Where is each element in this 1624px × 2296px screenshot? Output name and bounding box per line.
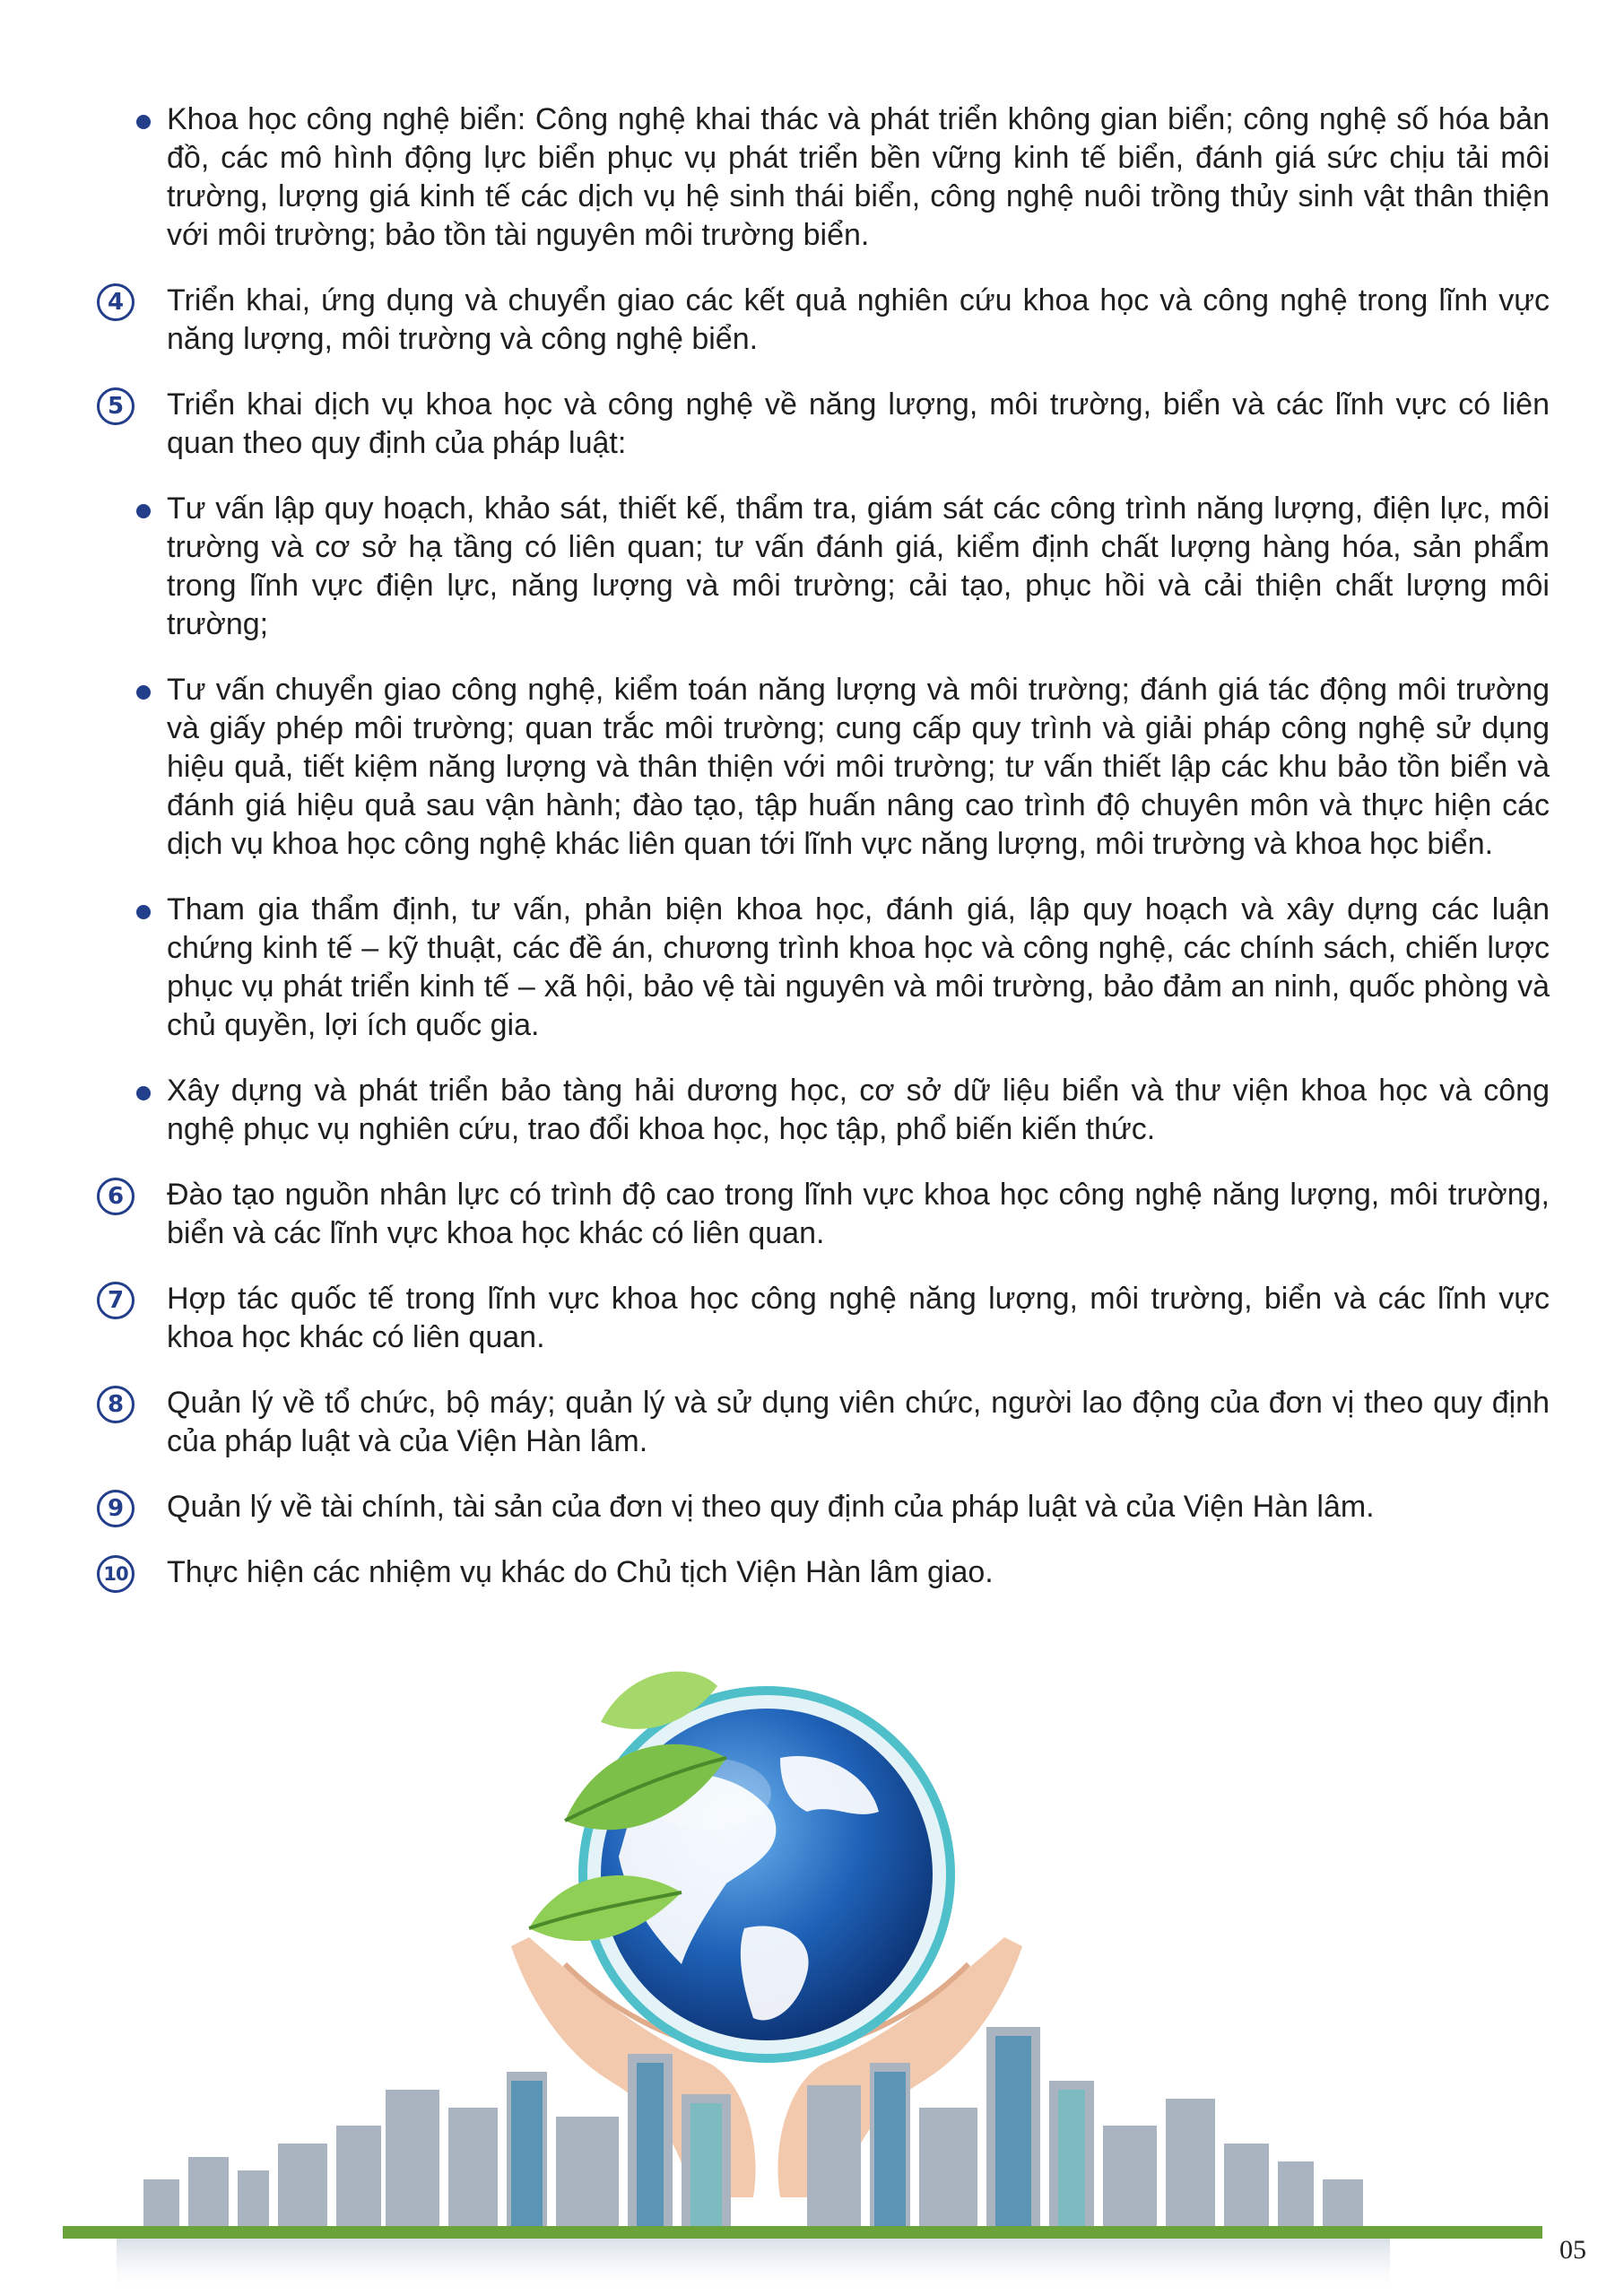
number-badge-icon: 7 [97,1282,135,1319]
number-badge-icon: 10 [97,1555,135,1593]
item-text: Hợp tác quốc tế trong lĩnh vực khoa học công nghệ năng lượng, môi trường, biển và các lĩnh vực khoa học khác có liên quan. [167,1282,1550,1354]
item-text: Xây dựng và phát triển bảo tàng hải dương học, cơ sở dữ liệu biển và thư viện khoa học và công nghệ phục vụ nghiên cứu, trao đổi khoa học, học tập, phổ biến kiến thức. [167,1074,1550,1146]
numbered-item-6 [97,1176,1550,1253]
item-text: Tư vấn chuyển giao công nghệ, kiểm toán năng lượng và môi trường; đánh giá tác động môi trường và giấy phép môi trường; quan trắc môi trường; cung cấp quy trình và giải pháp công nghệ sử dụng hiệu quả, tiết kiệm năng lượng và thân thiện với môi trường; tư vấn thiết lập các khu bảo tồn biển và đánh giá hiệu quả sau vận hành; đào tạo, tập huấn nâng cao trình độ chuyên môn và thực hiện các dịch vụ khoa học công nghệ khác liên quan tới lĩnh vực năng lượng, môi trường và khoa học biển. [167,673,1550,861]
number-badge-icon: 8 [97,1386,135,1423]
list-item [97,891,1550,1045]
number-badge-icon: 6 [97,1178,135,1215]
numbered-item-7 [97,1280,1550,1357]
bullet-dot-icon [136,685,151,700]
item-text: Tham gia thẩm định, tư vấn, phản biện khoa học, đánh giá, lập quy hoạch và xây dựng các luận chứng kinh tế – kỹ thuật, các đề án, chương trình khoa học và công nghệ, các chính sách, chiến lược phục vụ phát triển kinh tế – xã hội, bảo vệ tài nguyên và môi trường, bảo đảm an ninh, quốc phòng và chủ quyền, lợi ích quốc gia. [167,892,1550,1042]
bullet-dot-icon [136,115,151,129]
number-badge-icon: 4 [97,283,135,321]
number-badge-icon: 9 [97,1490,135,1527]
item-text: Triển khai dịch vụ khoa học và công nghệ về năng lượng, môi trường, biển và các lĩnh vực có liên quan theo quy định của pháp luật: [167,387,1550,460]
list-item [97,671,1550,864]
environment-illustration [63,1641,1542,2296]
item-text: Công nghệ khai thác và phát triển không gian biển; công nghệ số hóa bản đồ, các mô hình động lực biển phục vụ phát triển bền vững kinh tế biển, đánh giá sức chịu tải môi trường, lượng giá kinh tế các dịch vụ hệ sinh thái biển, công nghệ nuôi trồng thủy sinh vật thân thiện với môi trường; bảo tồn tài nguyên môi trường biển. [167,102,1550,252]
item-lead: Khoa học công nghệ biển: [167,102,526,136]
item-text: Quản lý về tổ chức, bộ máy; quản lý và sử dụng viên chức, người lao động của đơn vị theo quy định của pháp luật và của Viện Hàn lâm. [167,1386,1550,1458]
item-text: Thực hiện các nhiệm vụ khác do Chủ tịch Viện Hàn lâm giao. [167,1555,994,1589]
page-number: 05 [1559,2235,1586,2265]
bullet-dot-icon [136,1086,151,1100]
bullet-dot-icon [136,504,151,518]
item-text: Quản lý về tài chính, tài sản của đơn vị theo quy định của pháp luật và của Viện Hàn lâm. [167,1490,1375,1524]
number-badge-icon: 5 [97,387,135,425]
globe-icon [578,1686,955,2063]
numbered-item-5 [97,386,1550,463]
numbered-item-4 [97,282,1550,359]
document-body [97,100,1550,1619]
item-text: Triển khai, ứng dụng và chuyển giao các kết quả nghiên cứu khoa học và công nghệ trong lĩnh vực năng lượng, môi trường và công nghệ biển. [167,283,1550,356]
item-text: Tư vấn lập quy hoạch, khảo sát, thiết kế, thẩm tra, giám sát các công trình năng lượng, điện lực, môi trường và cơ sở hạ tầng có liên quan; tư vấn đánh giá, kiểm định chất lượng hàng hóa, sản phẩm trong lĩnh vực điện lực, năng lượng và môi trường; cải tạo, phục hồi và cải thiện chất lượng môi trường; [167,491,1550,641]
numbered-item-9 [97,1488,1550,1526]
bullet-dot-icon [136,905,151,919]
list-item [97,100,1550,255]
item-text: Đào tạo nguồn nhân lực có trình độ cao trong lĩnh vực khoa học công nghệ năng lượng, môi trường, biển và các lĩnh vực khoa học khác có liên quan. [167,1178,1550,1250]
numbered-item-10 [97,1553,1550,1592]
numbered-item-8 [97,1384,1550,1461]
list-item [97,490,1550,644]
list-item [97,1072,1550,1149]
